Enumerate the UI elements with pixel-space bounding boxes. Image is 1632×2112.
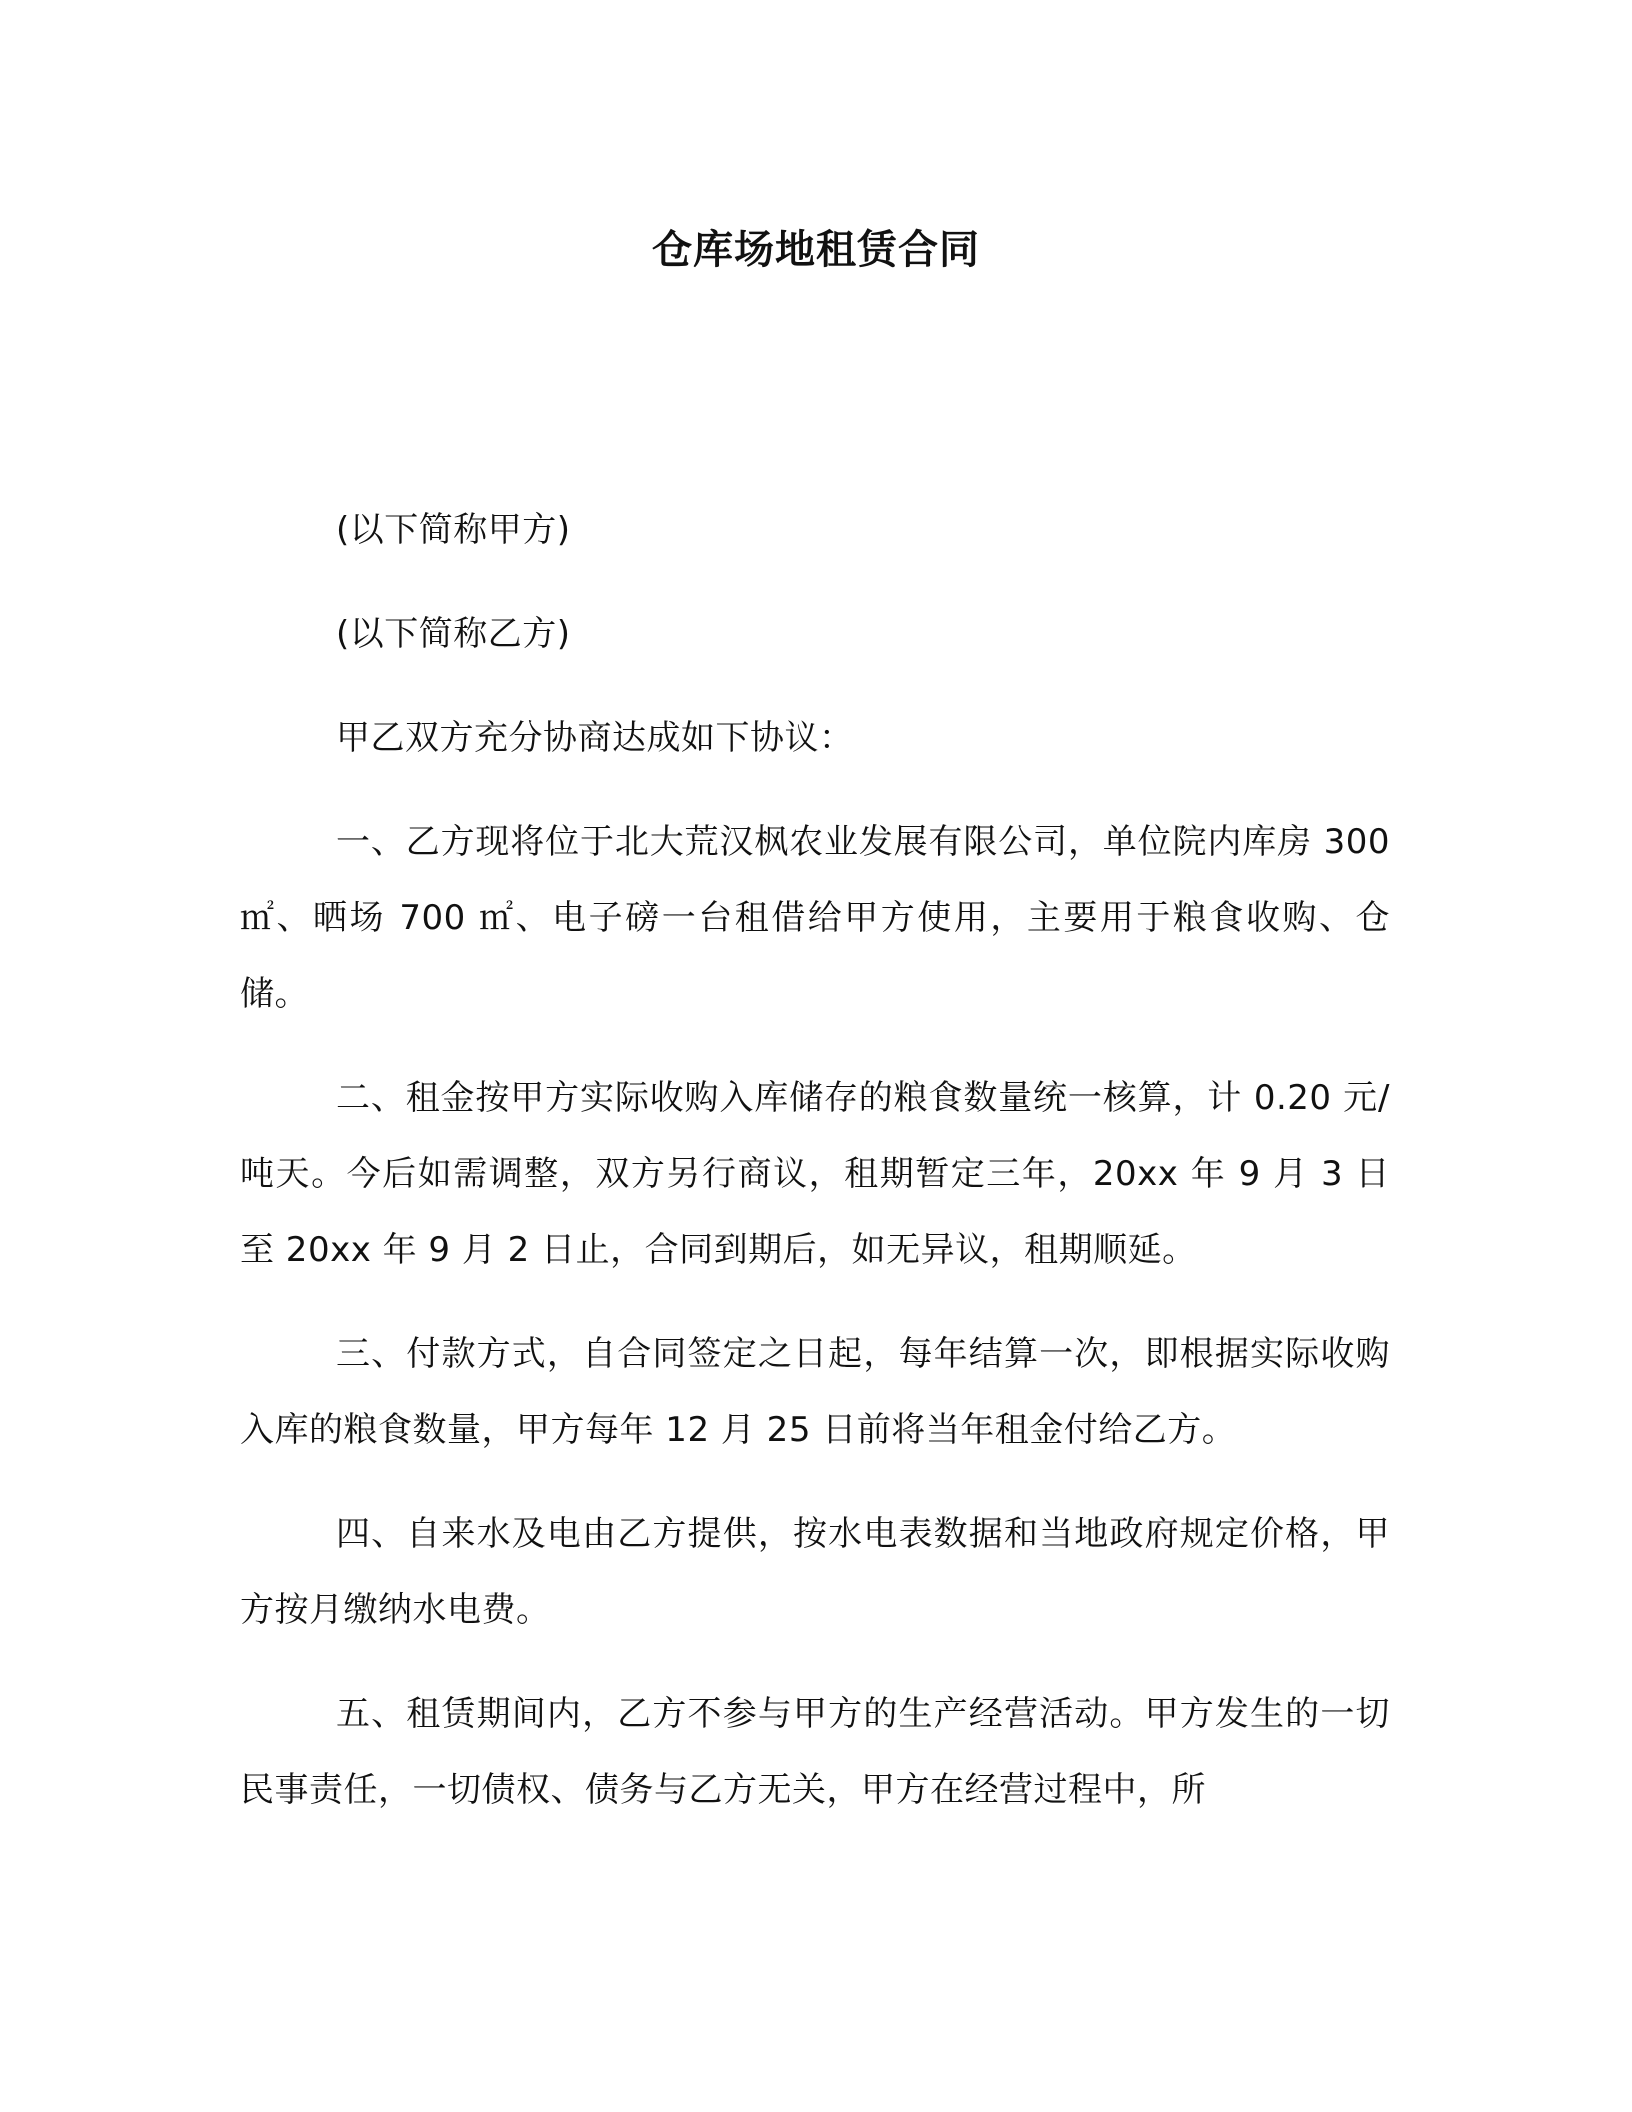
- document-body: [240, 492, 1390, 1856]
- clause-4: 四、自来水及电由乙方提供，按水电表数据和当地政府规定价格，甲方按月缴纳水电费。: [240, 1514, 1390, 1630]
- intro-line: 甲乙双方充分协商达成如下协议：: [336, 718, 854, 758]
- clause-1: 一、乙方现将位于北大荒汉枫农业发展有限公司，单位院内库房 300 ㎡、晒场 700 ㎡、电子磅一台租借给甲方使用，主要用于粮食收购、仓储。: [240, 822, 1390, 1014]
- document-title: 仓库场地租赁合同: [652, 227, 980, 273]
- clause-5: 五、租赁期间内，乙方不参与甲方的生产经营活动。甲方发生的一切民事责任，一切债权、债务与乙方无关，甲方在经营过程中，所: [240, 1694, 1390, 1810]
- party-a-line: (以下简称甲方): [336, 510, 571, 550]
- clause-3: 三、付款方式，自合同签定之日起，每年结算一次，即根据实际收购入库的粮食数量，甲方每年 12 月 25 日前将当年租金付给乙方。: [240, 1334, 1390, 1450]
- clause-2: 二、租金按甲方实际收购入库储存的粮食数量统一核算，计 0.20 元/吨天。今后如需调整，双方另行商议，租期暂定三年，20xx 年 9 月 3 日至 20xx 年 9 月 2 日止，合同到期后，如无异议，租期顺延。: [240, 1078, 1390, 1270]
- party-b-line: (以下简称乙方): [336, 614, 571, 654]
